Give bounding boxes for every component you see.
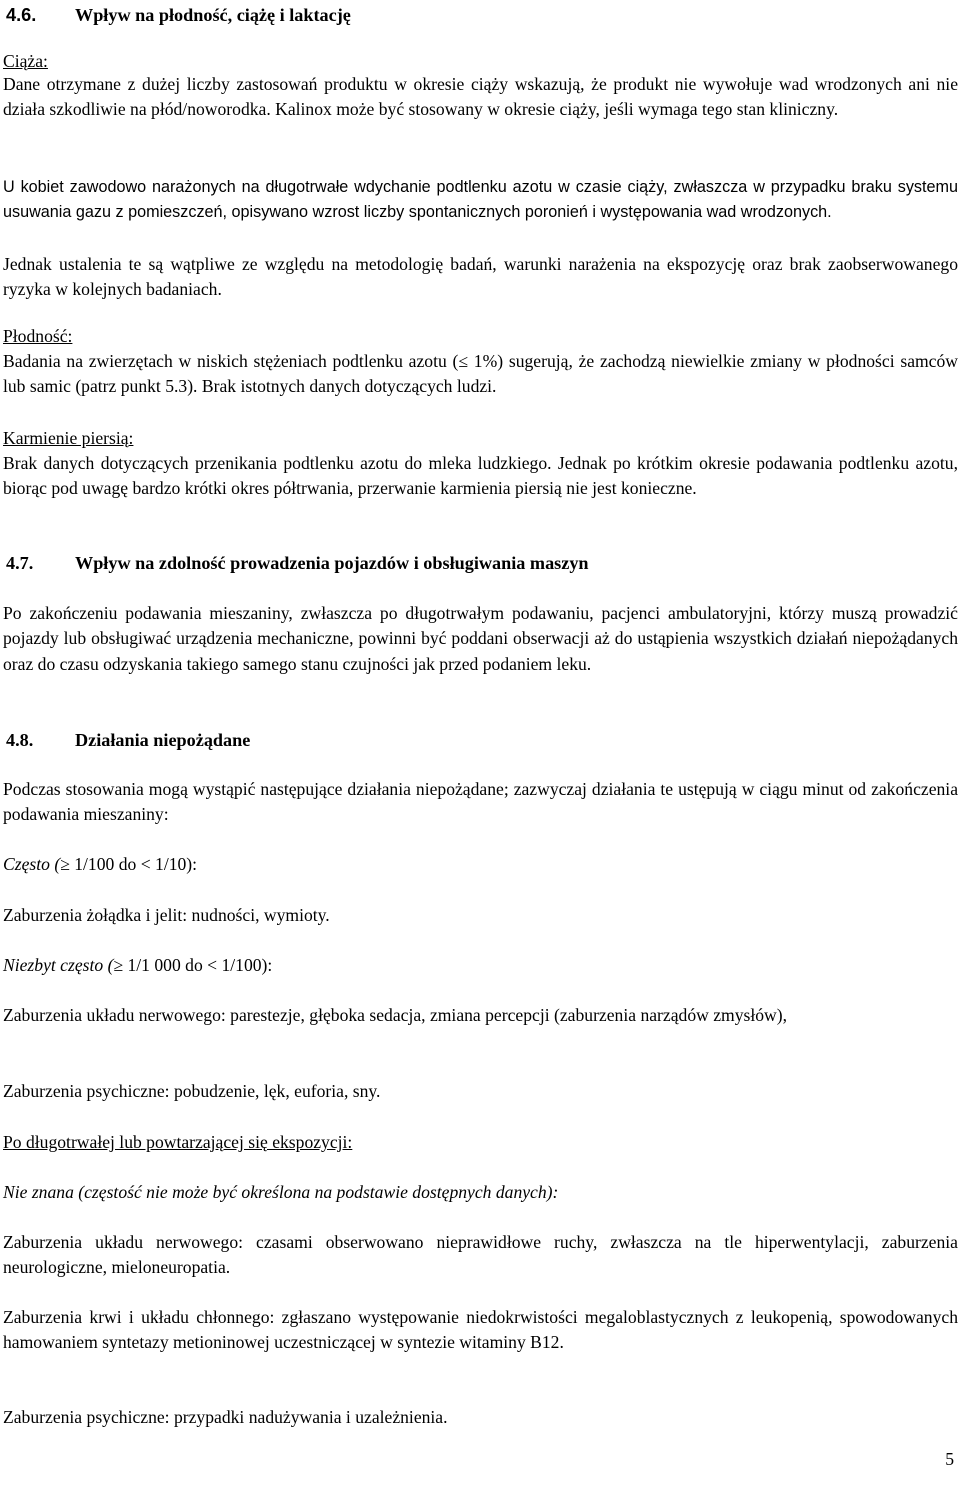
breastfeeding-paragraph: Brak danych dotyczących przenikania podtlenku azotu do mleka ludzkiego. Jednak po krótkim okresie podawania podtlenku azotu, biorąc pod uwagę bardzo krótki okres półtrwania, przerwanie karmienia piersią nie jest konieczne. <box>3 453 958 499</box>
unknown-blood-effects: Zaburzenia krwi i układu chłonnego: zgłaszano występowanie niedokrwistości megaloblastycznych z leukopenią, spowodowanych hamowaniem syntetazy metioninowej uczestniczącej w syntezie witaminy B12. <box>3 1307 958 1353</box>
frequency-unknown-label: Nie znana (częstość nie może być określona na podstawie dostępnych danych): <box>3 1182 559 1202</box>
fertility-paragraph <box>3 349 958 400</box>
page-number: 5 <box>945 1449 954 1469</box>
pregnancy-paragraph-1: Dane otrzymane z dużej liczby zastosowań produktu w okresie ciąży wskazują, że produkt nie wywołuje wad wrodzonych ani nie działa szkodliwie na płód/noworodka. Kalinox może być stosowany w okresie ciąży, jeśli wymaga tego stan kliniczny. <box>3 74 958 120</box>
section-number: 4.8. <box>6 730 34 750</box>
fertility-text-b: 1%) sugerują, że zachodzą niewielkie zmiany w płodności samców lub samic (patrz punkt 5.3). Brak istotnych danych dotyczących ludzi. <box>3 351 958 397</box>
uncommon-psych-effects: Zaburzenia psychiczne: pobudzenie, lęk, euforia, sny. <box>3 1081 381 1101</box>
greater-or-equal-symbol: ≥ <box>113 955 124 975</box>
pregnancy-paragraph-3: Jednak ustalenia te są wątpliwe ze względu na metodologię badań, warunki narażenia na ekspozycję oraz brak zaobserwowanego ryzyka w kolejnych badaniach. <box>3 254 958 300</box>
section-number: 4.7. <box>6 553 34 573</box>
freq-uncommon-a: Niezbyt często ( <box>3 955 114 975</box>
adverse-effects-intro: Podczas stosowania mogą wystąpić następujące działania niepożądane; zazwyczaj działania te ustępują w ciągu minut od zakończenia podawania mieszaniny: <box>3 779 958 825</box>
section-title: Działania niepożądane <box>75 730 251 750</box>
freq-uncommon-b: 1/1 000 do < 1/100): <box>123 955 273 975</box>
freq-common-b: 1/100 do < 1/10): <box>69 854 198 874</box>
frequency-common-label <box>3 852 197 877</box>
fertility-label: Płodność: <box>3 326 73 346</box>
prolonged-exposure-label: Po długotrwałej lub powtarzającej się ekspozycji: <box>3 1132 353 1152</box>
frequency-uncommon-label <box>3 953 272 978</box>
uncommon-nervous-effects: Zaburzenia układu nerwowego: parestezje, głęboka sedacja, zmiana percepcji (zaburzenia narządów zmysłów), <box>3 1005 788 1025</box>
section-title: Wpływ na płodność, ciążę i laktację <box>75 5 351 25</box>
section-4-7-paragraph: Po zakończeniu podawania mieszaniny, zwłaszcza po długotrwałym podawaniu, pacjenci ambulatoryjni, którzy muszą prowadzić pojazdy lub obsługiwać urządzenia mechaniczne, powinni być poddani obserwacji aż do ustąpienia wszystkich działań niepożądanych oraz do czasu odzyskania takiego samego stanu czujności jak przed podaniem leku. <box>3 603 958 674</box>
greater-or-equal-symbol: ≥ <box>60 854 70 874</box>
fertility-text-a: Badania na zwierzętach w niskich stężeniach podtlenku azotu ( <box>3 351 459 371</box>
freq-common-a: Często ( <box>3 854 61 874</box>
pregnancy-label: Ciąża: <box>3 51 48 71</box>
unknown-nervous-effects: Zaburzenia układu nerwowego: czasami obserwowano nieprawidłowe ruchy, zwłaszcza na tle hiperwentylacji, zaburzenia neurologiczne, mieloneuropatia. <box>3 1232 958 1278</box>
common-gi-effects: Zaburzenia żołądka i jelit: nudności, wymioty. <box>3 905 330 925</box>
breastfeeding-label: Karmienie piersią: <box>3 428 134 448</box>
section-number: 4.6. <box>6 5 37 25</box>
pregnancy-paragraph-2: U kobiet zawodowo narażonych na długotrwałe wdychanie podtlenku azotu w czasie ciąży, zwłaszcza w przypadku braku systemu usuwania gazu z pomieszczeń, opisywano wzrost liczby spontanicznych poronień i występowania wad wrodzonych. <box>3 178 958 222</box>
unknown-psych-effects: Zaburzenia psychiczne: przypadki nadużywania i uzależnienia. <box>3 1407 448 1427</box>
section-title: Wpływ na zdolność prowadzenia pojazdów i obsługiwania maszyn <box>75 553 589 573</box>
less-or-equal-symbol: ≤ <box>458 351 469 371</box>
